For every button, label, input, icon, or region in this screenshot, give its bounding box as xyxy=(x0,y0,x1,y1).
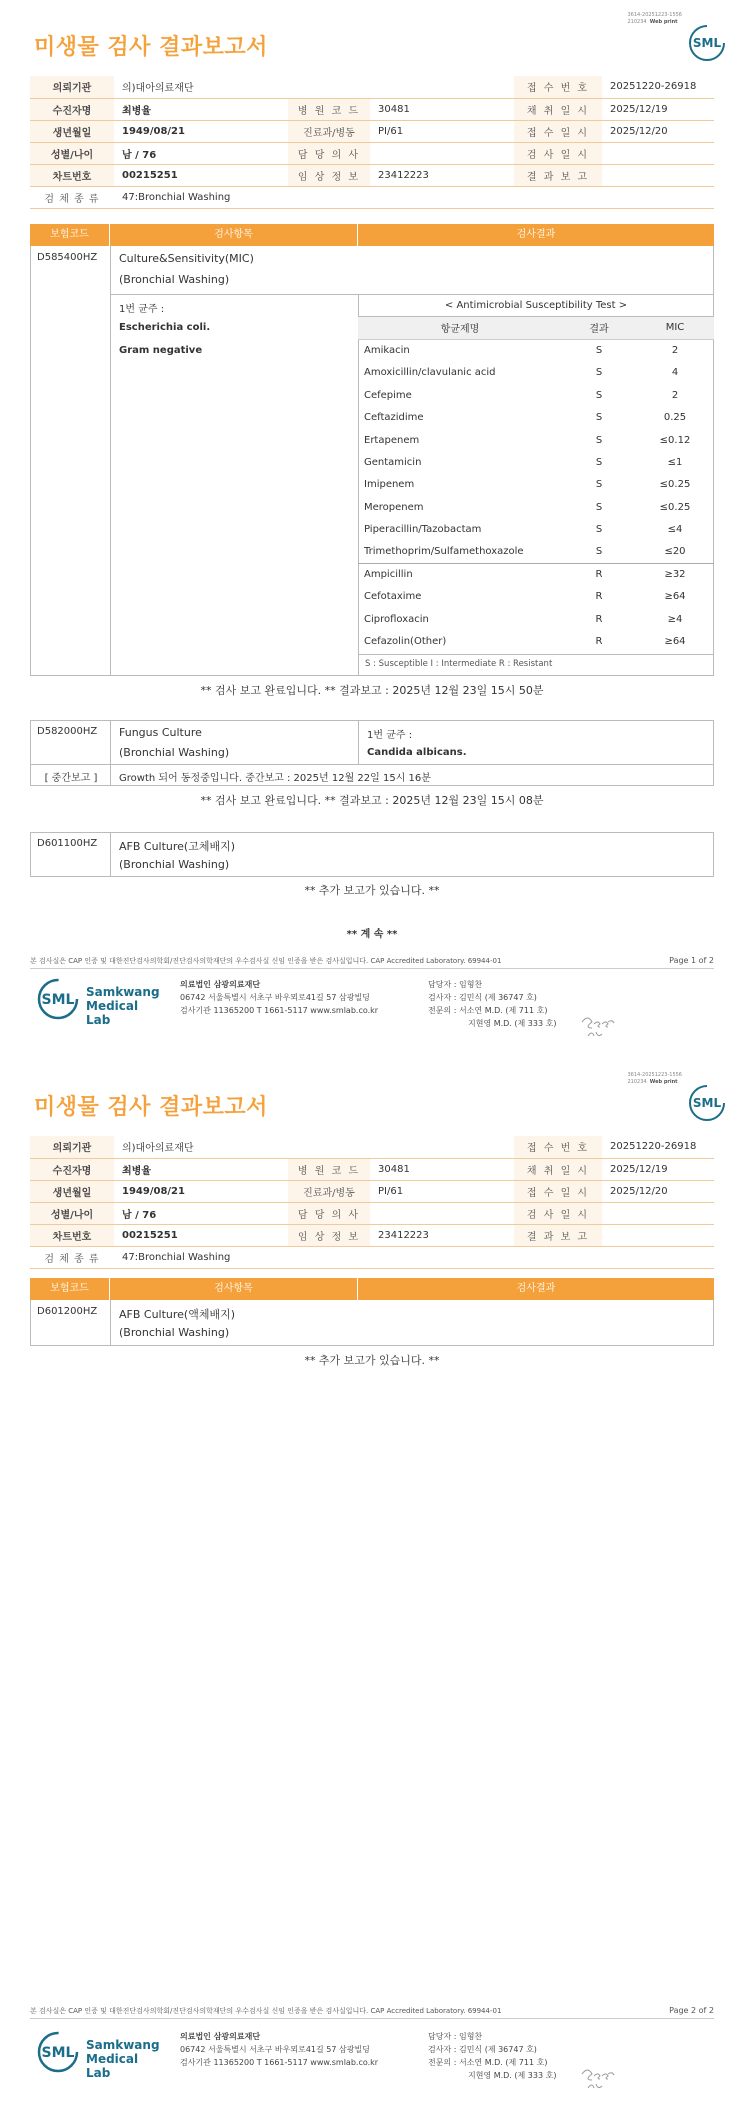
report-title: 미생물 검사 결과보고서 xyxy=(34,1095,268,1120)
mic-value: ≥64 xyxy=(664,636,686,648)
svg-text:SML: SML xyxy=(41,2045,75,2061)
hospital-code-value: 30481 xyxy=(370,98,514,120)
chart-no-value: 00215251 xyxy=(114,164,288,186)
test-date-value xyxy=(602,142,714,164)
test-item-header: 검사항목 xyxy=(110,1278,358,1300)
logo-name: Medical Lab xyxy=(86,999,139,1027)
dob-label: 생년월일 xyxy=(30,120,114,142)
dept-label: 진료과/병동 xyxy=(288,1180,370,1202)
antibiotic-row xyxy=(358,541,714,563)
susceptibility-result: S xyxy=(595,389,603,401)
test-specimen: (Bronchial Washing) xyxy=(119,746,230,759)
chart-no-label: 차트번호 xyxy=(30,164,114,186)
test-specimen: (Bronchial Washing) xyxy=(119,273,230,286)
additional-report-note: ** 추가 보고가 있습니다. ** xyxy=(304,884,440,897)
sex-age-value: 남 / 76 xyxy=(114,1202,288,1224)
antibiotic-name: Ceftazidime xyxy=(364,412,424,424)
susceptibility-result: S xyxy=(595,457,603,469)
interim-report-text: Growth 되어 동정중입니다. 중간보고 : 2025년 12월 22일 15시 16분 xyxy=(119,773,431,784)
antibiotic-name: Piperacillin/Tazobactam xyxy=(364,524,482,536)
report-date-value xyxy=(602,164,714,186)
test-code: D585400HZ xyxy=(37,252,98,263)
antibiotic-name: Trimethoprim/Sulfamethoxazole xyxy=(364,546,524,558)
receipt-no-value: 20251220-26918 xyxy=(602,76,714,98)
dept-label: 진료과/병동 xyxy=(288,120,370,142)
patient-name-label: 수진자명 xyxy=(30,1158,114,1180)
antibiotic-row xyxy=(358,407,714,429)
clinical-label: 임 상 정 보 xyxy=(288,164,370,186)
antibiotic-row xyxy=(358,384,714,406)
mic-value: ≤20 xyxy=(664,546,686,558)
lab-name: 의료법인 삼광의료재단 xyxy=(180,2032,261,2041)
hospital-code-label: 병 원 코 드 xyxy=(288,98,370,120)
lab-name: 의료법인 삼광의료재단 xyxy=(180,980,261,989)
susceptibility-result: S xyxy=(595,367,603,379)
test-name: Culture&Sensitivity(MIC) xyxy=(119,252,254,265)
patient-name-value: 최병율 xyxy=(114,1158,288,1180)
sml-logo-icon xyxy=(688,24,726,62)
antibiotic-row xyxy=(358,451,714,473)
test-specimen: (Bronchial Washing) xyxy=(119,858,230,871)
mic-column-header: MIC xyxy=(636,317,714,339)
test-item-header: 검사항목 xyxy=(110,224,358,246)
staff-line: 전문의 : 서소연 M.D. (제 711 호) xyxy=(428,1006,548,1015)
specimen-value: 47:Bronchial Washing xyxy=(114,1246,714,1268)
antibiotic-row xyxy=(358,474,714,496)
dob-value: 1949/08/21 xyxy=(114,1180,288,1202)
afb-liquid-culture-block xyxy=(30,1300,714,1346)
staff-line: 담당자 : 임형찬 xyxy=(428,980,483,989)
patient-name-value: 최병율 xyxy=(114,98,288,120)
receipt-date-label: 접 수 일 시 xyxy=(514,1180,602,1202)
susceptibility-result: R xyxy=(595,613,603,625)
mic-value: 4 xyxy=(671,367,679,379)
antibiotic-name: Imipenem xyxy=(364,479,415,491)
antibiotic-name: Gentamicin xyxy=(364,457,422,469)
result-header xyxy=(30,224,714,246)
certification-note: 본 검사실은 CAP 인증 및 대한진단검사의학회/진단검사의학재단의 우수검사실 신임 인증을 받은 검사실입니다. CAP Accredited Laboratory. 69944-01 xyxy=(30,957,502,965)
antibiotic-name: Amikacin xyxy=(364,345,410,357)
mic-value: ≥32 xyxy=(636,563,714,585)
sml-logo-icon xyxy=(36,2030,80,2074)
antibiotic-row xyxy=(358,608,714,630)
antibiotic-row xyxy=(358,586,714,608)
patient-info-table xyxy=(30,1136,714,1269)
susceptibility-result: S xyxy=(595,501,603,513)
gram-stain: Gram negative xyxy=(119,345,203,356)
additional-report-note: ** 추가 보고가 있습니다. ** xyxy=(304,1354,440,1367)
chart-no-label: 차트번호 xyxy=(30,1224,114,1246)
report-title: 미생물 검사 결과보고서 xyxy=(34,35,268,60)
susceptibility-result: R xyxy=(562,563,636,585)
certification-note: 본 검사실은 CAP 인증 및 대한진단검사의학회/진단검사의학재단의 우수검사실 신임 인증을 받은 검사실입니다. CAP Accredited Laboratory. 69944-01 xyxy=(30,2007,502,2015)
ast-title: < Antimicrobial Susceptibility Test > xyxy=(444,300,628,311)
antibiotic-row xyxy=(358,362,714,384)
lab-address: 06742 서울특별시 서초구 바우뫼로41길 57 삼광빌딩 xyxy=(180,2045,370,2054)
print-stamp xyxy=(627,1072,682,1086)
antibiotic-row xyxy=(358,630,714,652)
hospital-code-value: 30481 xyxy=(370,1158,514,1180)
samkwang-logo xyxy=(36,2030,166,2078)
completion-note: ** 검사 보고 완료입니다. ** 결과보고 : 2025년 12월 23일 15시 50분 xyxy=(200,684,544,697)
susceptibility-result: S xyxy=(595,479,603,491)
ast-header-row xyxy=(358,317,714,339)
lab-address: 06742 서울특별시 서초구 바우뫼로41길 57 삼광빌딩 xyxy=(180,993,370,1002)
afb-solid-culture-block xyxy=(30,832,714,877)
collect-date-value: 2025/12/19 xyxy=(602,1158,714,1180)
signature-image xyxy=(578,1010,618,1042)
clinical-value: 23412223 xyxy=(370,1224,514,1246)
receipt-date-value: 2025/12/20 xyxy=(602,1180,714,1202)
susceptibility-result: S xyxy=(595,412,603,424)
clinical-label: 임 상 정 보 xyxy=(288,1224,370,1246)
sex-age-value: 남 / 76 xyxy=(114,142,288,164)
logo-name: Samkwang xyxy=(86,985,160,999)
susceptibility-result: S xyxy=(595,524,603,536)
page-number: Page 1 of 2 xyxy=(669,956,714,965)
susceptibility-result: S xyxy=(595,345,603,357)
lab-info xyxy=(180,2030,378,2069)
institution-value: 의)대아의료재단 xyxy=(114,76,514,98)
receipt-no-value: 20251220-26918 xyxy=(602,1136,714,1158)
completion-note: ** 검사 보고 완료입니다. ** 결과보고 : 2025년 12월 23일 15시 08분 xyxy=(200,794,544,807)
hospital-code-label: 병 원 코 드 xyxy=(288,1158,370,1180)
susceptibility-result: R xyxy=(595,591,603,603)
logo-name: Medical Lab xyxy=(86,2052,139,2080)
antibiotic-row xyxy=(358,339,714,361)
staff-line: 검사자 : 김민식 (제 36747 호) xyxy=(428,2045,537,2054)
test-date-label: 검 사 일 시 xyxy=(514,142,602,164)
staff-line: 지현영 M.D. (제 333 호) xyxy=(468,1019,557,1028)
test-name: Fungus Culture xyxy=(119,726,202,739)
institution-label: 의뢰기관 xyxy=(30,76,114,98)
mic-value: ≥64 xyxy=(664,591,686,603)
antibiotic-name: Ciprofloxacin xyxy=(364,613,429,625)
institution-label: 의뢰기관 xyxy=(30,1136,114,1158)
test-code: D601200HZ xyxy=(37,1306,98,1317)
sml-logo-icon xyxy=(36,977,80,1021)
receipt-no-label: 접 수 번 호 xyxy=(514,76,602,98)
staff-line: 검사자 : 김민식 (제 36747 호) xyxy=(428,993,537,1002)
isolate-label: 1번 균주 : xyxy=(119,304,165,315)
mic-value: 0.25 xyxy=(663,412,687,424)
samkwang-logo xyxy=(36,977,166,1025)
doctor-label: 담 당 의 사 xyxy=(288,142,370,164)
receipt-no-label: 접 수 번 호 xyxy=(514,1136,602,1158)
antibiotic-row xyxy=(358,519,714,541)
report-date-label: 결 과 보 고 xyxy=(514,1224,602,1246)
doctor-value xyxy=(370,1202,514,1224)
collect-date-label: 채 취 일 시 xyxy=(514,1158,602,1180)
susceptibility-legend: S : Susceptible I : Intermediate R : Resistant xyxy=(365,659,553,669)
collect-date-value: 2025/12/19 xyxy=(602,98,714,120)
insurance-code-header: 보험코드 xyxy=(30,224,110,246)
result-column-header: 결과 xyxy=(562,317,636,339)
mic-value: ≥4 xyxy=(667,613,683,625)
report-date-value xyxy=(602,1224,714,1246)
chart-no-value: 00215251 xyxy=(114,1224,288,1246)
test-date-value xyxy=(602,1202,714,1224)
susceptibility-result: R xyxy=(595,636,603,648)
mic-value: ≤4 xyxy=(667,524,683,536)
stamp-line: 3614-20251223-1556 xyxy=(627,1072,682,1078)
mic-value: ≤0.12 xyxy=(659,434,691,446)
susceptibility-result: S xyxy=(595,434,603,446)
print-stamp xyxy=(627,12,682,26)
svg-text:SML: SML xyxy=(41,992,75,1008)
institution-value: 의)대아의료재단 xyxy=(114,1136,514,1158)
receipt-date-label: 접 수 일 시 xyxy=(514,120,602,142)
dept-value: PI/61 xyxy=(370,120,514,142)
patient-info-table xyxy=(30,76,714,209)
antibiotic-name: Cefotaxime xyxy=(364,591,422,603)
test-specimen: (Bronchial Washing) xyxy=(119,1326,230,1339)
interim-report-label: [ 중간보고 ] xyxy=(44,773,98,784)
culture-sensitivity-block xyxy=(30,246,714,676)
isolate-label: 1번 균주 : xyxy=(367,730,413,741)
antibiotic-row xyxy=(358,429,714,451)
staff-line: 전문의 : 서소연 M.D. (제 711 호) xyxy=(428,2058,548,2067)
sex-age-label: 성별/나이 xyxy=(30,142,114,164)
clinical-value: 23412223 xyxy=(370,164,514,186)
test-result-header: 검사결과 xyxy=(516,229,556,240)
lab-info xyxy=(180,978,378,1017)
mic-value: 2 xyxy=(671,389,679,401)
patient-name-label: 수진자명 xyxy=(30,98,114,120)
sml-logo-icon xyxy=(688,1084,726,1122)
svg-text:SML: SML xyxy=(692,36,722,50)
insurance-code-header: 보험코드 xyxy=(30,1278,110,1300)
receipt-date-value: 2025/12/20 xyxy=(602,120,714,142)
svg-text:SML: SML xyxy=(692,1096,722,1110)
susceptibility-result: S xyxy=(595,546,603,558)
antibiotic-name: Cefazolin(Other) xyxy=(364,636,447,648)
mic-value: ≤0.25 xyxy=(659,479,691,491)
mic-value: 2 xyxy=(671,345,679,357)
organism-name: Escherichia coli. xyxy=(119,322,211,333)
staff-line: 담당자 : 임형찬 xyxy=(428,2032,483,2041)
antibiotic-row xyxy=(358,496,714,518)
antibiotic-name: Ertapenem xyxy=(364,434,420,446)
report-page-2 xyxy=(0,1060,744,2104)
sex-age-label: 성별/나이 xyxy=(30,1202,114,1224)
lab-contact: 검사기관 11365200 T 1661-5117 www.smlab.co.kr xyxy=(180,2058,379,2067)
result-header xyxy=(30,1278,714,1300)
drug-column-header: 항균제명 xyxy=(358,317,562,339)
staff-info xyxy=(428,2030,556,2082)
specimen-label: 검 체 종 류 xyxy=(30,186,114,208)
stamp-line: 210234 Web print xyxy=(627,19,678,25)
antibiotic-name: Cefepime xyxy=(364,389,412,401)
test-name: AFB Culture(고체배지) xyxy=(119,840,236,853)
doctor-label: 담 당 의 사 xyxy=(288,1202,370,1224)
test-name: AFB Culture(액체배지) xyxy=(119,1308,236,1321)
dob-label: 생년월일 xyxy=(30,1180,114,1202)
collect-date-label: 채 취 일 시 xyxy=(514,98,602,120)
specimen-value: 47:Bronchial Washing xyxy=(114,186,714,208)
logo-name: Samkwang xyxy=(86,2038,160,2052)
ast-table xyxy=(358,317,714,653)
antibiotic-row xyxy=(358,563,714,585)
fungus-culture-block xyxy=(30,720,714,786)
antibiotic-name: Amoxicillin/clavulanic acid xyxy=(364,367,496,379)
signature-image xyxy=(578,2062,618,2094)
stamp-line: 210234 Web print xyxy=(627,1079,678,1085)
staff-line: 지현영 M.D. (제 333 호) xyxy=(468,2071,557,2080)
doctor-value xyxy=(370,142,514,164)
report-date-label: 결 과 보 고 xyxy=(514,164,602,186)
test-result-header: 검사결과 xyxy=(516,1283,556,1294)
dob-value: 1949/08/21 xyxy=(114,120,288,142)
dept-value: PI/61 xyxy=(370,1180,514,1202)
lab-contact: 검사기관 11365200 T 1661-5117 www.smlab.co.kr xyxy=(180,1006,379,1015)
mic-value: ≤1 xyxy=(667,457,683,469)
antibiotic-name: Meropenem xyxy=(364,501,424,513)
page-number: Page 2 of 2 xyxy=(669,2006,714,2015)
specimen-label: 검 체 종 류 xyxy=(30,1246,114,1268)
antibiotic-name: Ampicillin xyxy=(358,563,562,585)
test-code: D601100HZ xyxy=(37,838,98,849)
continued-note: ** 계 속 ** xyxy=(346,929,398,940)
organism-name: Candida albicans. xyxy=(367,747,467,758)
test-date-label: 검 사 일 시 xyxy=(514,1202,602,1224)
staff-info xyxy=(428,978,556,1030)
stamp-line: 3614-20251223-1556 xyxy=(627,12,682,18)
test-code: D582000HZ xyxy=(37,726,98,737)
mic-value: ≤0.25 xyxy=(659,501,691,513)
